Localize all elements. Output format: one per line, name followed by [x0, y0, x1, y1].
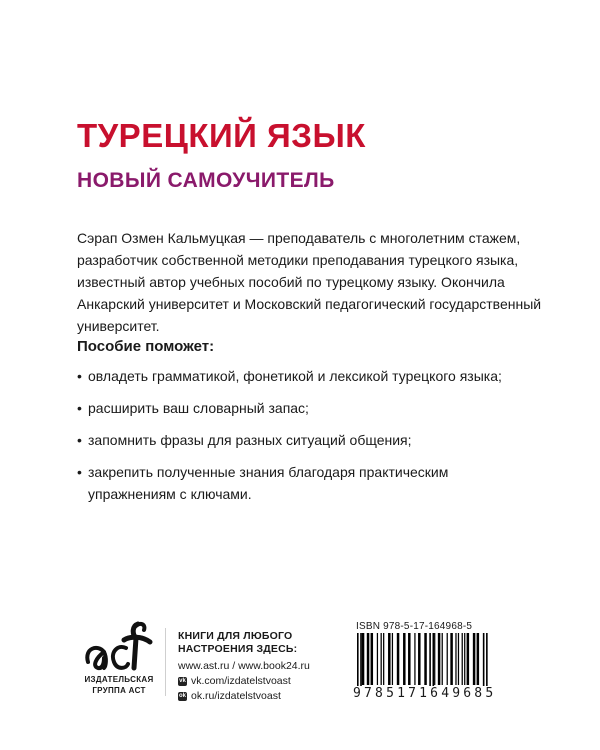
publisher-heading-line1: КНИГИ ДЛЯ ЛЮБОГО — [178, 630, 293, 642]
publisher-logo — [78, 618, 156, 700]
barcode-bar — [450, 633, 453, 685]
vk-link[interactable]: vk.com/izdatelstvoast — [191, 675, 291, 687]
author-bio — [77, 227, 547, 337]
barcode-bar — [442, 633, 443, 685]
vk-icon: vk — [179, 678, 186, 684]
barcode-bar — [458, 633, 459, 685]
list-item: • овладеть грамматикой, фонетикой и лексикой турецкого языка; — [77, 365, 537, 387]
book-subtitle: НОВЫЙ САМОУЧИТЕЛЬ — [77, 169, 335, 192]
barcode-bar — [434, 633, 435, 685]
author-bio-text: — преподаватель с многолетним стажем, разработчик собственной методики преподавания турецкого языка, известный автор учебных пособий по турецкому языку. Окончила Анкарский университет и Московский педагогический государственный университет. — [77, 230, 542, 334]
barcode-bar — [381, 633, 382, 685]
ok-link-row[interactable] — [178, 689, 310, 704]
isbn-label: ISBN 978-5-17-164968-5 — [356, 621, 473, 632]
barcode-bar — [477, 633, 480, 685]
barcode-bar — [473, 633, 476, 685]
book-title: ТУРЕЦКИЙ ЯЗЫК — [77, 117, 366, 154]
vk-link-row[interactable] — [178, 674, 310, 689]
barcode-bar — [408, 633, 411, 685]
publisher-caption — [78, 674, 160, 696]
barcode-bar — [371, 633, 374, 685]
author-name: Сэрап Озмен Кальмуцкая — [77, 230, 246, 246]
publisher-caption-line2: ГРУППА АСТ — [92, 686, 146, 695]
barcode-bar — [467, 633, 470, 685]
barcode-bar — [377, 633, 378, 685]
barcode-bar — [418, 633, 421, 685]
barcode-bar — [403, 633, 406, 685]
barcode-bar — [438, 633, 441, 685]
barcode-bar — [383, 633, 384, 685]
barcode-bar — [397, 633, 400, 685]
barcode-bar — [462, 633, 463, 685]
barcode-bar — [367, 633, 370, 685]
publisher-links — [178, 659, 310, 704]
publisher-caption-line1: ИЗДАТЕЛЬСКАЯ — [84, 675, 154, 684]
barcode-bar — [464, 633, 465, 685]
ast-logo-icon — [80, 618, 158, 674]
list-item: • запомнить фразы для разных ситуаций общения; — [77, 429, 537, 451]
publisher-divider — [165, 628, 166, 696]
barcode-bar — [455, 633, 456, 685]
website-links[interactable]: www.ast.ru / www.book24.ru — [178, 660, 310, 672]
list-item: • расширить ваш словарный запас; — [77, 397, 537, 419]
barcode-bar — [362, 633, 365, 685]
ok-link[interactable]: ok.ru/izdatelstvoast — [191, 690, 281, 702]
publisher-heading — [178, 630, 297, 656]
barcode-bar — [392, 633, 393, 685]
barcode-digits: 9785171649685 — [352, 686, 533, 701]
benefits-heading: Пособие поможет: — [77, 338, 215, 355]
ok-icon: ok — [178, 693, 186, 699]
publisher-heading-line2: НАСТРОЕНИЯ ЗДЕСЬ: — [178, 643, 298, 655]
benefits-list — [77, 365, 537, 515]
list-item: • закрепить полученные знания благодаря практическим упражнениям с ключами. — [77, 461, 537, 505]
barcode-bar — [388, 633, 391, 685]
barcode-bar — [424, 633, 427, 685]
barcode-bar — [447, 633, 448, 685]
barcode-bar — [414, 633, 415, 685]
